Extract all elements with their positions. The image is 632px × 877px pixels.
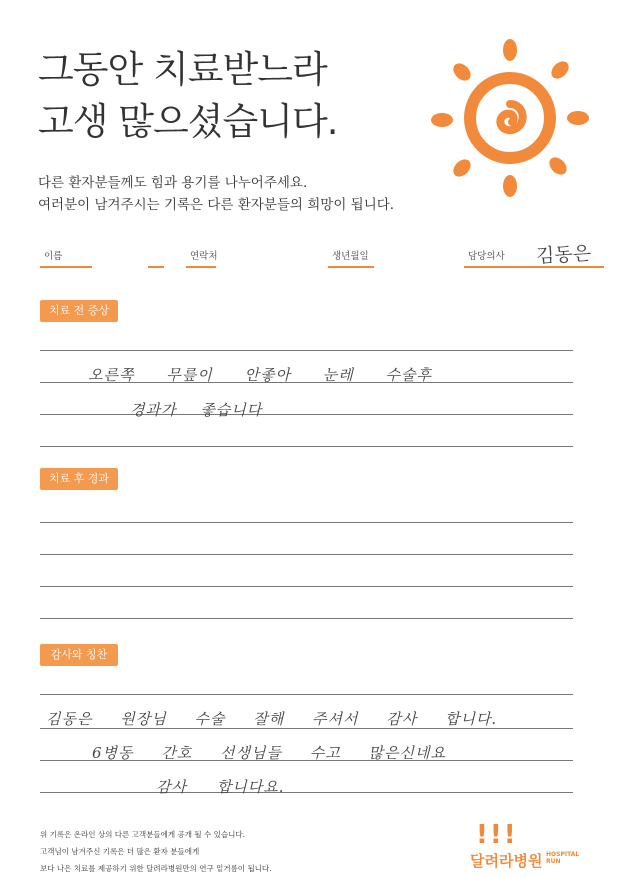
doctor-label: 담당의사 xyxy=(468,251,505,262)
logo-mark: !!! xyxy=(476,820,518,850)
writing-line xyxy=(40,586,573,587)
handwritten-thanks-line-1: 김동은 원장님 수술 잘해 주셔서 감사 합니다. xyxy=(46,710,498,728)
doctor-field-line xyxy=(464,266,604,268)
footer-line-3: 보다 나은 치료를 제공하기 위한 달려라병원만의 연구 밑거름이 됩니다. xyxy=(40,864,272,873)
title-line-1: 그동안 치료받느라 xyxy=(38,48,327,91)
name-label: 이름 xyxy=(44,251,63,262)
writing-line xyxy=(40,554,573,555)
section-label-before: 치료 전 증상 xyxy=(40,300,118,322)
info-row xyxy=(40,244,600,274)
writing-line xyxy=(40,446,573,447)
logo-name: 달려라병원 xyxy=(470,852,543,870)
sun-icon xyxy=(430,38,590,198)
handwritten-thanks-line-2: 6병동 간호 선생님들 수고 많은신네요 xyxy=(92,744,446,762)
contact-label: 연락처 xyxy=(190,251,218,262)
handwritten-before-line-1: 오른쪽 무릎이 안좋아 눈레 수술후 xyxy=(88,366,432,384)
writing-line xyxy=(40,522,573,523)
hospital-logo xyxy=(470,822,600,870)
birthdate-field-line xyxy=(328,266,374,268)
section-label-thanks: 감사와 칭찬 xyxy=(40,644,118,666)
doctor-name: 김동은 xyxy=(535,242,592,268)
handwritten-thanks-line-3: 감사 합니다요. xyxy=(156,778,285,796)
contact-field-line xyxy=(186,266,216,268)
intro-line-2: 여러분이 남겨주시는 기록은 다른 환자분들의 희망이 됩니다. xyxy=(38,197,395,213)
birthdate-label: 생년월일 xyxy=(332,251,369,262)
section-label-after: 치료 후 경과 xyxy=(40,468,118,490)
name-field-line-end xyxy=(148,266,164,268)
footer-notice xyxy=(40,826,272,877)
page-title xyxy=(38,44,337,148)
title-line-2: 고생 많으셨습니다. xyxy=(38,100,338,143)
writing-line xyxy=(40,350,573,351)
writing-line xyxy=(40,618,573,619)
footer-line-1: 위 기록은 온라인 상의 다른 고객분들에게 공개 될 수 있습니다. xyxy=(40,830,245,839)
intro-line-1: 다른 환자분들께도 힘과 용기를 나누어주세요. xyxy=(38,175,308,191)
writing-line xyxy=(40,414,573,415)
intro-text xyxy=(38,172,394,216)
logo-english: HOSPITAL RUN xyxy=(546,851,580,865)
writing-line xyxy=(40,792,573,793)
name-field-line xyxy=(40,266,92,268)
writing-line xyxy=(40,694,573,695)
footer-line-2: 고객님이 남겨주신 기록은 더 많은 환자 분들에게 xyxy=(40,847,200,856)
handwritten-before-line-2: 경과가 좋습니다 xyxy=(130,401,263,419)
